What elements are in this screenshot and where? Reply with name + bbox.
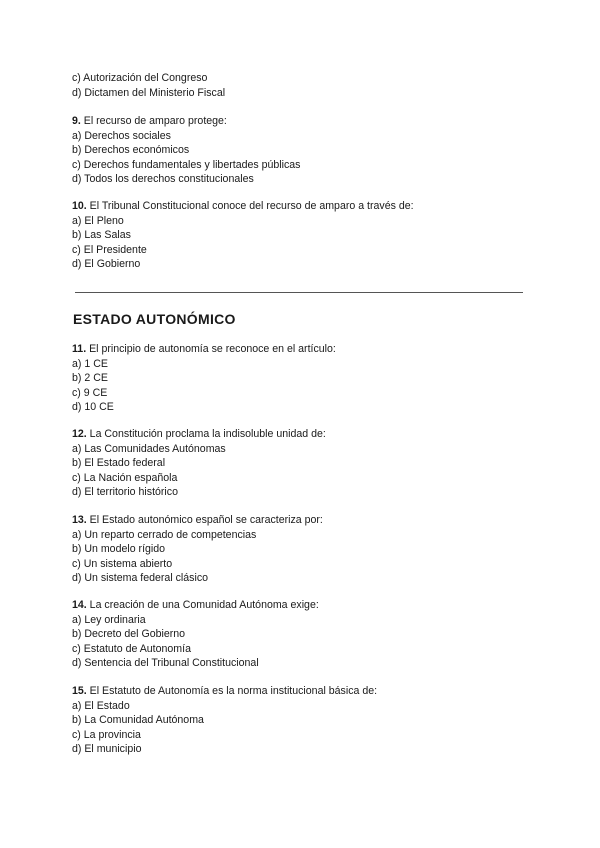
question-text: [72, 513, 532, 528]
option-b: b) El Estado federal: [72, 457, 166, 470]
option-a: a) Un reparto cerrado de competencias: [72, 528, 257, 541]
question-text: [72, 199, 532, 214]
question-number: 14.: [72, 599, 87, 611]
question-prompt: El Tribunal Constitucional conoce del recurso de amparo a través de:: [86, 200, 414, 212]
option-b: b) La Comunidad Autónoma: [72, 714, 204, 727]
question-prompt: El Estado autonómico español se caracteriza por:: [86, 514, 323, 526]
option-c: c) La Nación española: [72, 471, 178, 484]
question-number: 10.: [72, 200, 87, 212]
question-prompt: El Estatuto de Autonomía es la norma institucional básica de:: [86, 685, 378, 697]
question-text: [72, 684, 532, 699]
question-8-continued: [72, 71, 532, 100]
question-text: [72, 427, 532, 442]
option-d: d) El municipio: [72, 743, 142, 756]
option-d: d) Dictamen del Ministerio Fiscal: [72, 86, 226, 99]
option-c: c) Autorización del Congreso: [72, 72, 208, 84]
option-d: d) Todos los derechos constitucionales: [72, 173, 254, 186]
question-number: 9.: [72, 115, 81, 127]
question-11: [72, 342, 532, 415]
question-text: [72, 342, 532, 357]
option-c: c) Estatuto de Autonomía: [72, 642, 191, 655]
option-a: a) Derechos sociales: [72, 129, 171, 142]
option-a: a) El Estado: [72, 699, 130, 712]
question-prompt: La Constitución proclama la indisoluble unidad de:: [86, 428, 326, 440]
question-14: [72, 598, 532, 671]
question-13: [72, 513, 532, 586]
option-c: c) Un sistema abierto: [72, 557, 173, 570]
question-text: [72, 598, 532, 613]
option-d: d) Sentencia del Tribunal Constitucional: [72, 657, 259, 670]
option-b: b) 2 CE: [72, 372, 108, 385]
question-prompt: La creación de una Comunidad Autónoma exige:: [86, 599, 319, 611]
option-d: d) El territorio histórico: [72, 486, 178, 499]
question-text: [72, 114, 532, 129]
option-a: a) Las Comunidades Autónomas: [72, 442, 226, 455]
question-number: 13.: [72, 514, 87, 526]
option-a: a) 1 CE: [72, 357, 108, 370]
question-10: [72, 199, 532, 272]
question-prompt: El recurso de amparo protege:: [80, 115, 227, 127]
option-b: b) Decreto del Gobierno: [72, 628, 186, 641]
option-b: b) Las Salas: [72, 229, 131, 242]
section-title: ESTADO AUTONÓMICO: [73, 311, 236, 327]
option-c: c) Derechos fundamentales y libertades públicas: [72, 158, 301, 171]
option-a: a) Ley ordinaria: [72, 613, 146, 626]
option-a: a) El Pleno: [72, 214, 124, 227]
option-b: b) Derechos económicos: [72, 144, 190, 157]
question-9: [72, 114, 532, 187]
question-number: 11.: [72, 343, 87, 355]
option-c: c) La provincia: [72, 728, 141, 741]
option-d: d) El Gobierno: [72, 258, 141, 271]
question-number: 15.: [72, 685, 87, 697]
question-number: 12.: [72, 428, 87, 440]
option-d: d) Un sistema federal clásico: [72, 572, 209, 585]
option-c: c) El Presidente: [72, 243, 147, 256]
option-d: d) 10 CE: [72, 401, 114, 414]
question-12: [72, 427, 532, 500]
section-divider: [75, 292, 523, 293]
question-15: [72, 684, 532, 757]
option-b: b) Un modelo rígido: [72, 543, 166, 556]
option-c: c) 9 CE: [72, 386, 108, 399]
question-prompt: El principio de autonomía se reconoce en el artículo:: [86, 343, 336, 355]
